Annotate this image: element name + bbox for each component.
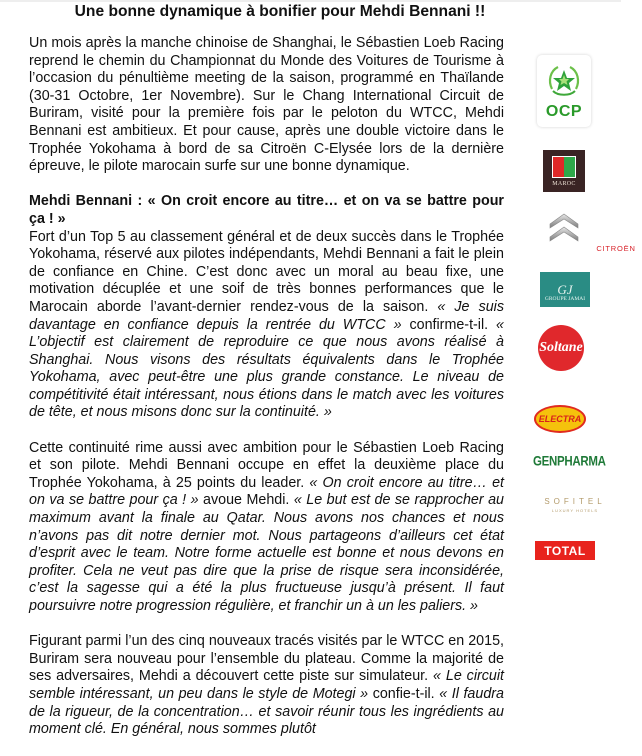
paragraph-1	[29, 35, 504, 176]
groupe-jamai-label: GROUPE JAMAI	[544, 296, 586, 302]
ocp-star-wreath-icon	[546, 63, 582, 99]
citroen-logo[interactable]	[538, 210, 636, 254]
body-text: Cette continuité rime aussi avec ambition pour le Sébastien Loeb Racing et son pilote. Mehdi Bennani occupe en effet la deuxième place du Trophée Yokohama, à 25 points du leader.	[29, 439, 504, 491]
paragraph-2	[29, 193, 504, 422]
citroen-label: CITROËN	[596, 244, 636, 253]
sofitel-label: SOFITEL	[544, 497, 606, 506]
body-text: Un mois après la manche chinoise de Shanghai, le Sébastien Loeb Racing reprend le chemin du Championnat du Monde des Voitures de Tourisme à l’occasion du pénultième meeting de la saison, programmé en Thaïlande (30-31 Octobre, 1er Novembre). Sur le Chang International Circuit de Buriram, visité pour la première fois par le peloton du WTCC, Mehdi Bennani est ambitieux. Et pour cause, après une double victoire dans le Trophée Yokohama à bord de sa Citroën C-Elysée lors de la dernière épreuve, le pilote marocain surfe sur une bonne dynamique.	[29, 35, 504, 175]
body-text: Fort d’un Top 5 au classement général et de deux succès dans le Trophée Yokohama, réservé aux pilotes indépendants, Mehdi Bennani a fait le plein de confiance en Chine. C’est donc avec un moral au beau fixe, une motivation décuplée et une soif de très bonnes performances que le Marocain aborde l’avant-dernier rendez-vous de la saison.	[29, 228, 504, 315]
soltane-label: Soltane	[539, 340, 583, 355]
sofitel-logo[interactable]	[530, 497, 620, 513]
electra-logo[interactable]	[534, 405, 586, 433]
body-text: avoue Mehdi.	[198, 492, 294, 509]
article-body	[29, 35, 504, 756]
quote-text: « On croit encore au titre… et on va se battre pour ça ! »	[29, 474, 504, 509]
paragraph-subtitle: Mehdi Bennani : « On croit encore au titre… et on va se battre pour ça ! »	[29, 193, 504, 227]
body-text: confirme-t-il.	[401, 316, 497, 333]
quote-text: « Le circuit semble intéressant, un peu dans le style de Motegi »	[29, 668, 505, 702]
body-text: confie-t-il.	[368, 685, 440, 702]
body-text: Figurant parmi l’un des cinq nouveaux tracés visités par le WTCC en 2015, Buriram sera nouveau pour l’ensemble du plateau. Comme la majorité de ses adversaires, Mehdi a découvert cette piste sur simulateur.	[29, 633, 504, 685]
total-logo[interactable]	[535, 541, 595, 560]
quote-text: « Le but est de se rapprocher au maximum avant la finale au Qatar. Nous avons nos chances et nous n’avons pas dit notre dernier mot. Nous partageons d’ailleurs cet état d’esprit avec le team. Notre forme actuelle est bonne et nous devons en profiter. Cela ne veut pas dire que la prise de risque sera inconsidérée, c’est la sagesse qui a été la plus fructueuse jusqu’à présent. Il faut poursuivre notre progression régulière, et franchir un à un les paliers. »	[29, 492, 504, 614]
total-label: TOTAL	[544, 543, 586, 558]
maroc-flag-icon	[552, 156, 576, 178]
ocp-logo[interactable]	[537, 55, 591, 127]
ocp-label: OCP	[545, 103, 583, 120]
maroc-tourism-logo[interactable]	[543, 150, 585, 192]
soltane-logo[interactable]	[538, 325, 584, 371]
electra-label: ELECTRA	[538, 414, 582, 424]
paragraph-3	[29, 440, 504, 616]
top-divider	[0, 0, 621, 2]
genpharma-label: GENPHARMA	[533, 454, 606, 470]
paragraph-4	[29, 633, 504, 739]
citroen-chevrons-icon	[538, 210, 590, 244]
quote-text: « L’objectif est clairement de reproduire ce que nous avons réalisé à Shanghai. Nous visons des résultats équivalents dans le Trophée Yokohama, avec peut-être une plus grande constance. Le niveau de compétitivité était intéressant, nous étions dans le match avec les voitures de tête, et nous misons donc sur la continuité. »	[29, 316, 504, 421]
quote-text: « Il faudra de la rigueur, de la concentration… et savoir réunir tous les ingrédients au moment clé. En général, nous sommes plutôt	[29, 685, 504, 738]
groupe-jamai-logo[interactable]	[540, 272, 590, 307]
quote-text: « Je suis davantage en confiance depuis la rentrée du WTCC »	[29, 298, 505, 333]
groupe-jamai-mark-icon: GJ	[557, 282, 573, 297]
genpharma-logo[interactable]	[533, 454, 606, 470]
maroc-label: MAROC	[552, 180, 576, 187]
article-title: Une bonne dynamique à bonifier pour Mehdi Bennani !!	[74, 3, 486, 20]
sofitel-sublabel: LUXURY HOTELS	[551, 508, 599, 513]
